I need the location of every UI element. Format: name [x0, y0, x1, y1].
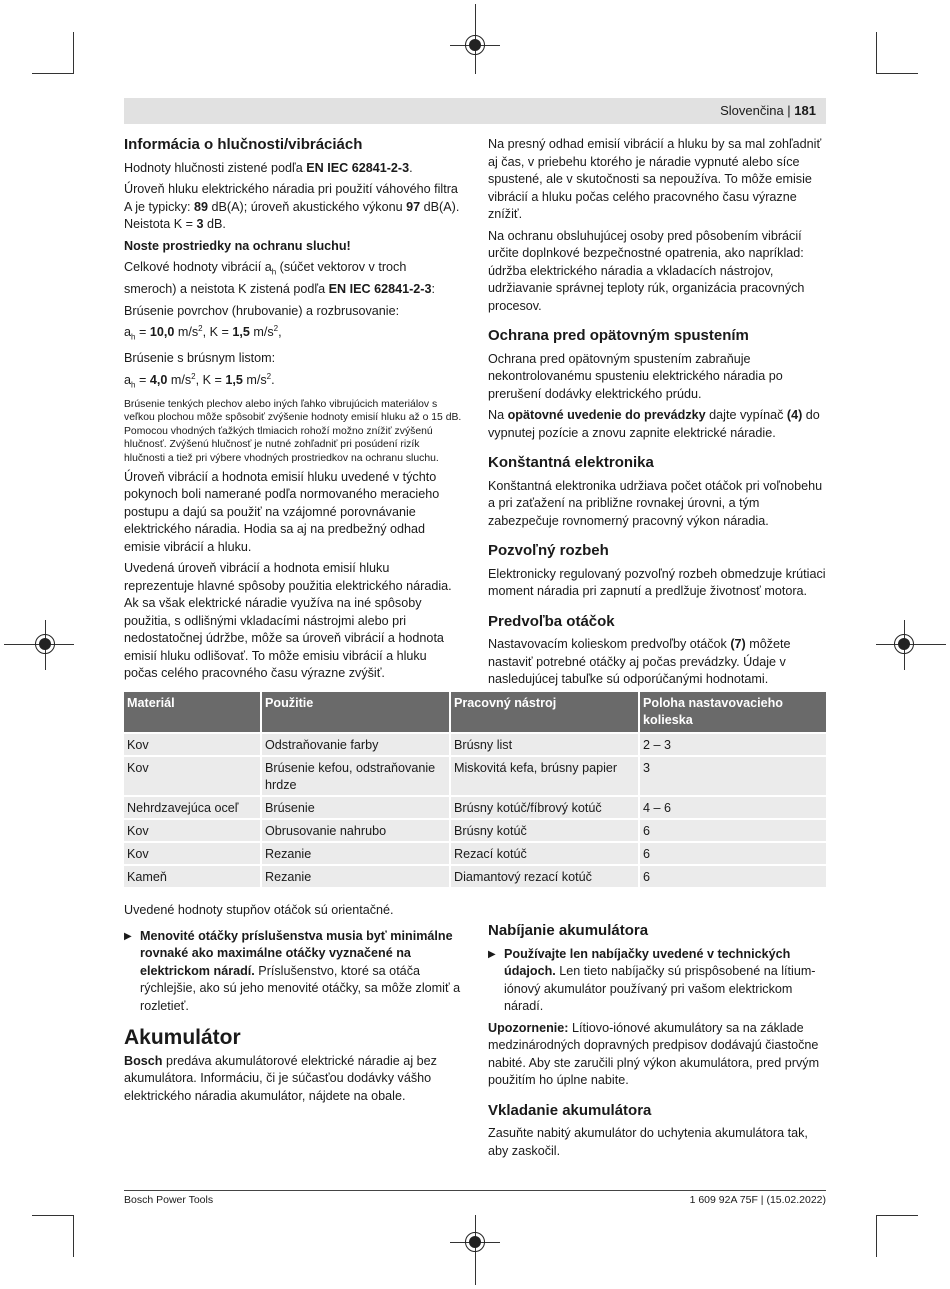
table-cell: Nehrdzavejúca oceľ [124, 796, 261, 819]
page-number: 181 [794, 103, 816, 118]
charger-warning: ▶ Používajte len nabíjačky uvedené v technických údajoch. Len tieto nabíjačky sú prispôsobené na lítium-iónový akumulátor používaný pri vašom elektrickom náradí. [488, 946, 826, 1016]
noise-standard-paragraph: Hodnoty hlučnosti zistené podľa EN IEC 62841-2-3. [124, 160, 413, 175]
page-header [124, 98, 826, 124]
table-cell: Diamantový rezací kotúč [450, 865, 639, 887]
table-cell: Rezanie [261, 865, 450, 887]
table-cell: Brúsny kotúč [450, 819, 639, 842]
registration-mark-icon [894, 634, 914, 654]
table-cell: Kameň [124, 865, 261, 887]
crop-mark [876, 1215, 877, 1257]
constant-electronics-paragraph: Konštantná elektronika udržiava počet otáčok pri voľnobehu a pri zaťažení na približne rovnakej úrovni, a tým zabezpečuje rovnomerný pracovný výkon náradia. [488, 478, 823, 528]
header-language: Slovenčina [720, 103, 784, 118]
registration-mark-icon [35, 634, 55, 654]
speed-preselection-paragraph: Nastavovacím kolieskom predvoľby otáčok (7) môžete nastaviť potrebné otáčky aj počas prevádzky. Údaje v nasledujúcej tabuľke sú odporúčanými hodnotami. [488, 637, 791, 686]
table-cell: Kov [124, 733, 261, 756]
table-cell: Miskovitá kefa, brúsny papier [450, 756, 639, 796]
measurement-paragraph: Úroveň vibrácií a hodnota emisií hluku uvedené v týchto pokynoch boli namerané podľa normovaného meracieho postupu a dajú sa použiť na vzájomné porovnávanie elektrického náradia. Hodia sa aj na predbežný odhad emisie vibrácií a hluku. [124, 469, 440, 554]
restart-protection-title: Ochrana pred opätovným spustením [488, 327, 749, 344]
table-cell: Brúsny list [450, 733, 639, 756]
right-column [488, 136, 826, 693]
table-header-row [124, 692, 826, 733]
page-header-text: Slovenčina | 181 [720, 103, 816, 118]
noise-level-paragraph: Úroveň hluku elektrického náradia pri použití váhového filtra A je typicky: 89 dB(A); úroveň akustického výkonu 97 dB(A). Neistota K = 3 dB. [124, 182, 460, 231]
restart-protection-paragraph: Ochrana pred opätovným spustením zabraňuje nekontrolovanému spusteniu elektrického náradia po prerušení dodávky elektrického prúdu. [488, 351, 783, 401]
emission-paragraph: Uvedená úroveň vibrácií a hodnota emisií hluku reprezentuje hlavné spôsoby použitia elektrického náradia. Ak sa však elektrické náradie využíva na iné spôsoby použitia, s odlišnými vkladacími nástrojmi alebo pri nedostatočnej údržbe, môže sa úroveň vibrácií a hodnota emisií hluku odlišovať. To môže emisiu vibrácií a hluku počas celého pracovného času výrazne zvýšiť. [124, 561, 452, 681]
inserting-battery-paragraph: Zasuňte nabitý akumulátor do uchytenia akumulátora tak, aby zaskočil. [488, 1126, 808, 1158]
table-cell: Obrusovanie nahrubo [261, 819, 450, 842]
speed-note: Uvedené hodnoty stupňov otáčok sú orientačné. [124, 903, 394, 917]
crop-mark [876, 32, 877, 74]
table-cell: Brúsenie [261, 796, 450, 819]
table-row [124, 733, 826, 756]
registration-mark-icon [465, 35, 485, 55]
crop-mark [876, 73, 918, 74]
table-cell: 4 – 6 [639, 796, 826, 819]
table-row [124, 756, 826, 796]
table-cell: Kov [124, 842, 261, 865]
bottom-left-column [124, 902, 462, 1109]
table-header-cell: Materiál [124, 692, 261, 733]
surface-grinding-paragraph: Brúsenie povrchov (hrubovanie) a rozbrusovanie: [124, 303, 400, 318]
table-row [124, 796, 826, 819]
table-cell: 2 – 3 [639, 733, 826, 756]
crop-mark [73, 32, 74, 74]
battery-paragraph: Bosch predáva akumulátorové elektrické náradie aj bez akumulátora. Informáciu, či je súčasťou dodávky vášho elektrického náradia akumulátor, nájdete na obale. [124, 1053, 437, 1103]
table-row [124, 865, 826, 887]
table-cell: 6 [639, 865, 826, 887]
footer-divider [124, 1190, 826, 1191]
bottom-right-column [488, 914, 826, 1164]
protection-measures-paragraph: Na ochranu obsluhujúcej osoby pred pôsobením vibrácií určite doplnkové bezpečnostné opatrenia, ako napríklad: údržba elektrického náradia a vkladacích nástrojov, udržiavanie správnej teploty rúk, organizácia pracovných procesov. [488, 228, 805, 313]
crop-mark [32, 1215, 74, 1216]
inserting-battery-title: Vkladanie akumulátora [488, 1101, 652, 1119]
notice-paragraph: Upozornenie: Lítiovo-iónové akumulátory sa na základe medzinárodných dopravných predpisov dodávajú čiastočne nabité. Aby ste zaručili plný výkon akumulátora, pred prvým použitím ho úplne nabite. [488, 1020, 820, 1087]
table-row [124, 842, 826, 865]
registration-mark-icon [465, 1232, 485, 1252]
crop-mark [32, 73, 74, 74]
table-cell: Kov [124, 756, 261, 796]
thin-sheet-note: Brúsenie tenkých plechov alebo iných ľahko vibrujúcich materiálov s veľkou plochou môže spôsobiť zvýšenie hodnoty emisií hluku až o 15 dB. Pomocou vhodných ťažkých tlmiacich rohoží možno znížiť zvýšenú hlučnosť. Zvýšenú hlučnosť je nutné zohľadniť pri posúdení rizík hlučnosti a tiež pri výbere vhodných prostriedkov na ochranu sluchu. [124, 398, 462, 464]
footer-brand: Bosch Power Tools [124, 1194, 214, 1206]
crop-mark [73, 1215, 74, 1257]
table-cell: Brúsny kotúč/fíbrový kotúč [450, 796, 639, 819]
battery-section-title: Akumulátor [124, 1026, 241, 1049]
table-header-cell: Pracovný nástroj [450, 692, 639, 733]
surface-grinding-values: $a_h = 10,0$ $m/s^2$, K = 1,5 $m/s^2$, [124, 324, 282, 342]
crop-mark [876, 1215, 918, 1216]
soft-start-paragraph: Elektronicky regulovaný pozvoľný rozbeh obmedzuje krútiaci moment náradia pri zapnutí a predlžuje životnosť motora. [488, 566, 826, 598]
table-cell: Kov [124, 819, 261, 842]
accessory-speed-warning: ▶ Menovité otáčky príslušenstva musia byť minimálne rovnaké ako maximálne otáčky vyznačené na elektrickom náradí. Príslušenstvo, ktoré sa otáča rýchlejšie, ako sú jeho menovité otáčky, sa môže zlomiť a rozletieť. [124, 928, 462, 1016]
vibration-values-paragraph: Celkové hodnoty vibrácií $a_h$ (súčet vektorov v troch smeroch) a neistota K zistená podľa EN IEC 62841-2-3: [124, 260, 435, 297]
table-header-cell: Poloha nastavovacieho kolieska [639, 692, 826, 733]
table-cell: 6 [639, 842, 826, 865]
sanding-sheet-values: $a_h = 4,0$ $m/s^2$, K = 1,5 $m/s^2$. [124, 371, 275, 390]
hearing-protection-warning: Noste prostriedky na ochranu sluchu! [124, 238, 351, 253]
table-cell: 6 [639, 819, 826, 842]
table-cell: Odstraňovanie farby [261, 733, 450, 756]
table-cell: Rezací kotúč [450, 842, 639, 865]
table-row [124, 819, 826, 842]
table-cell: 3 [639, 756, 826, 796]
restart-instruction-paragraph: Na opätovné uvedenie do prevádzky dajte vypínač (4) do vypnutej pozície a znovu zapnite elektrické náradie. [488, 408, 820, 440]
left-column [124, 126, 462, 687]
constant-electronics-title: Konštantná elektronika [488, 454, 654, 471]
charging-title: Nabíjanie akumulátora [488, 922, 649, 939]
footer-doc-ref: 1 609 92A 75F | (15.02.2022) [689, 1194, 826, 1206]
sanding-sheet-paragraph: Brúsenie s brúsnym listom: [124, 351, 276, 366]
table-cell: Rezanie [261, 842, 450, 865]
noise-section-title: Informácia o hlučnosti/vibráciách [124, 136, 363, 153]
table-cell: Brúsenie kefou, odstraňovanie hrdze [261, 756, 450, 796]
soft-start-title: Pozvoľný rozbeh [488, 542, 609, 559]
speed-table [124, 692, 826, 887]
table-header-cell: Použitie [261, 692, 450, 733]
speed-preselection-title: Predvoľba otáčok [488, 612, 615, 630]
estimate-paragraph: Na presný odhad emisií vibrácií a hluku by sa mal zohľadniť aj čas, v priebehu ktorého je náradie vypnuté alebo síce spustené, ale v skutočnosti sa nepoužíva. To môže emisie vibrácií a hluku počas celého pracovného času výrazne znížiť. [488, 137, 822, 221]
